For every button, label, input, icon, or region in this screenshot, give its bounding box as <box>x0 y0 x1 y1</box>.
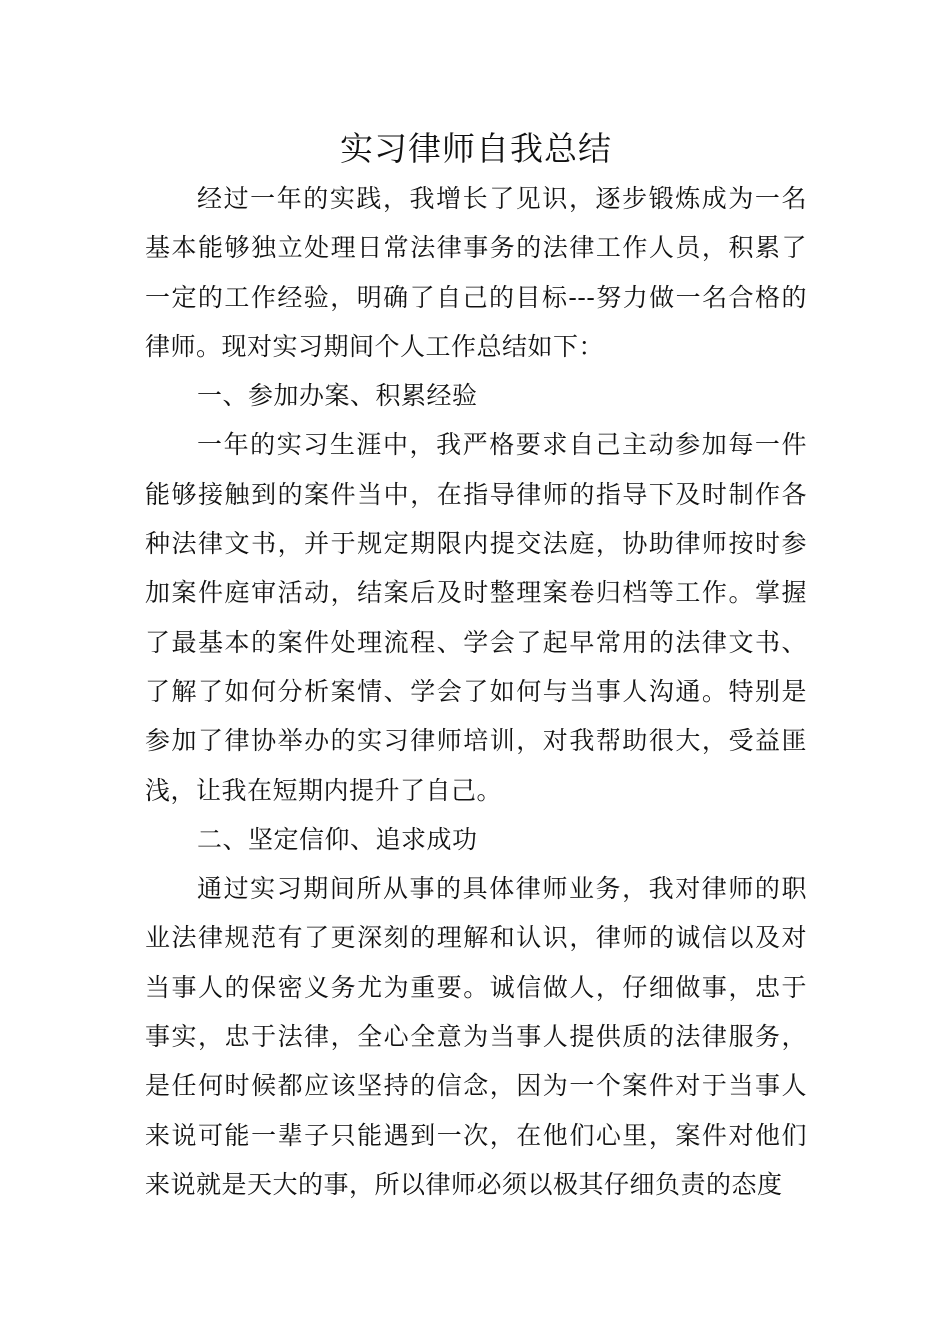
document-title: 实习律师自我总结 <box>340 129 612 168</box>
paragraph-intro: 经过一年的实践，我增长了见识，逐步锻炼成为一名基本能够独立处理日常法律事务的法律工作人员，积累了一定的工作经验，明确了自己的目标---努力做一名合格的律师。现对实习期间个人工作总结如下： <box>145 184 807 361</box>
paragraph-section-1: 一年的实习生涯中，我严格要求自己主动参加每一件能够接触到的案件当中，在指导律师的指导下及时制作各种法律文书，并于规定期限内提交法庭，协助律师按时参加案件庭审活动，结案后及时整理案卷归档等工作。掌握了最基本的案件处理流程、学会了起早常用的法律文书、了解了如何分析案情、学会了如何与当事人沟通。特别是参加了律协举办的实习律师培训，对我帮助很大，受益匪浅，让我在短期内提升了自己。 <box>145 430 807 805</box>
paragraph-section-2: 通过实习期间所从事的具体律师业务，我对律师的职业法律规范有了更深刻的理解和认识，律师的诚信以及对当事人的保密义务尤为重要。诚信做人，仔细做事，忠于事实，忠于法律，全心全意为当事人提供质的法律服务，是任何时候都应该坚持的信念，因为一个案件对于当事人来说可能一辈子只能遇到一次，在他们心里，案件对他们来说就是天大的事，所以律师必须以极其仔细负责的态度 <box>145 874 807 1199</box>
document-body <box>145 126 807 1209</box>
section-heading-2: 二、坚定信仰、追求成功 <box>197 824 478 854</box>
section-heading-1: 一、参加办案、积累经验 <box>197 381 478 411</box>
